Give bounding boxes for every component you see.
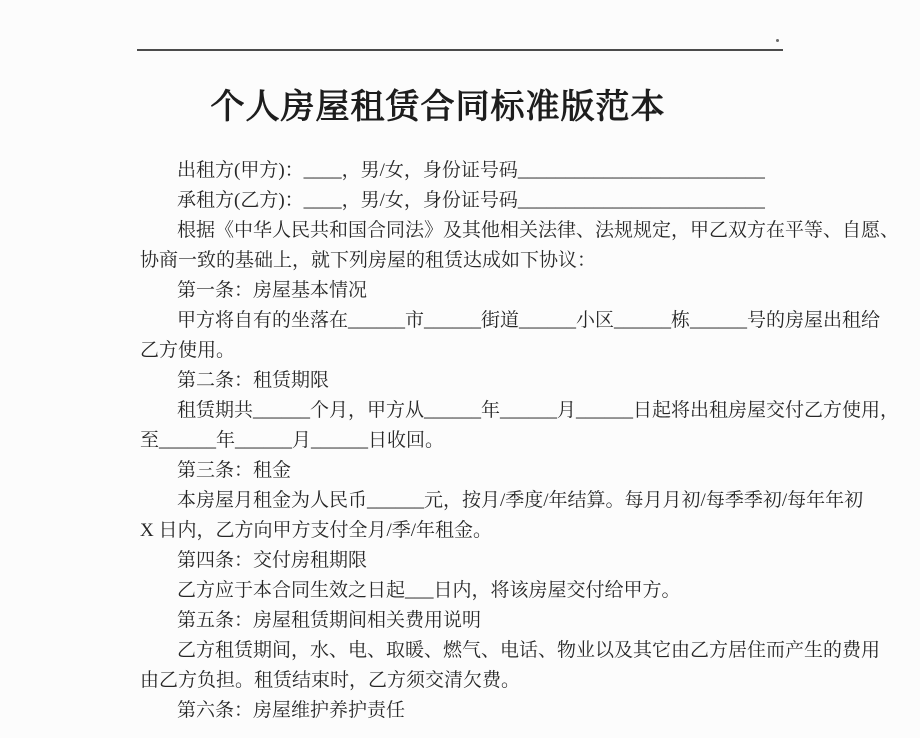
clause-heading: 第三条：租金: [177, 460, 292, 481]
clause-line: 甲方将自有的坐落在______市______街道______小区______栋______号的房屋出租给: [177, 310, 881, 331]
clause-line: X 日内，乙方向甲方支付全月/季/年租金。: [140, 520, 493, 541]
contract-body: [140, 156, 900, 726]
document-title: 个人房屋租赁合同标准版范本: [210, 89, 666, 126]
preamble-line: 协商一致的基础上，就下列房屋的租赁达成如下协议：: [140, 250, 597, 271]
clause-heading: 第二条：租赁期限: [177, 370, 330, 391]
clause-line: 乙方租赁期间，水、电、取暖、燃气、电话、物业以及其它由乙方居住而产生的费用: [177, 640, 881, 661]
scan-speck: [776, 39, 779, 42]
clause-line: 由乙方负担。租赁结束时，乙方须交清欠费。: [140, 670, 521, 691]
preamble-line: 根据《中华人民共和国合同法》及其他相关法律、法规规定，甲乙双方在平等、自愿、: [177, 220, 900, 241]
clause-line: 乙方使用。: [140, 340, 236, 361]
clause-line: 本房屋月租金为人民币______元，按月/季度/年结算。每月月初/每季季初/每年年初: [177, 490, 864, 511]
clause-line: 乙方应于本合同生效之日起___日内，将该房屋交付给甲方。: [177, 580, 681, 601]
clause-line: 租赁期共______个月，甲方从______年______月______日起将出租房屋交付乙方使用，: [177, 400, 900, 421]
clause-heading: 第五条：房屋租赁期间相关费用说明: [177, 610, 482, 631]
party-line: 出租方(甲方)：____，男/女，身份证号码__________________________: [177, 160, 765, 181]
clause-heading: 第六条：房屋维护养护责任: [177, 700, 406, 721]
page-top-rule: [137, 49, 783, 51]
party-line: 承租方(乙方)：____，男/女，身份证号码__________________________: [177, 190, 765, 211]
clause-heading: 第一条：房屋基本情况: [177, 280, 368, 301]
clause-line: 至______年______月______日收回。: [140, 430, 445, 451]
clause-heading: 第四条：交付房租期限: [177, 550, 368, 571]
